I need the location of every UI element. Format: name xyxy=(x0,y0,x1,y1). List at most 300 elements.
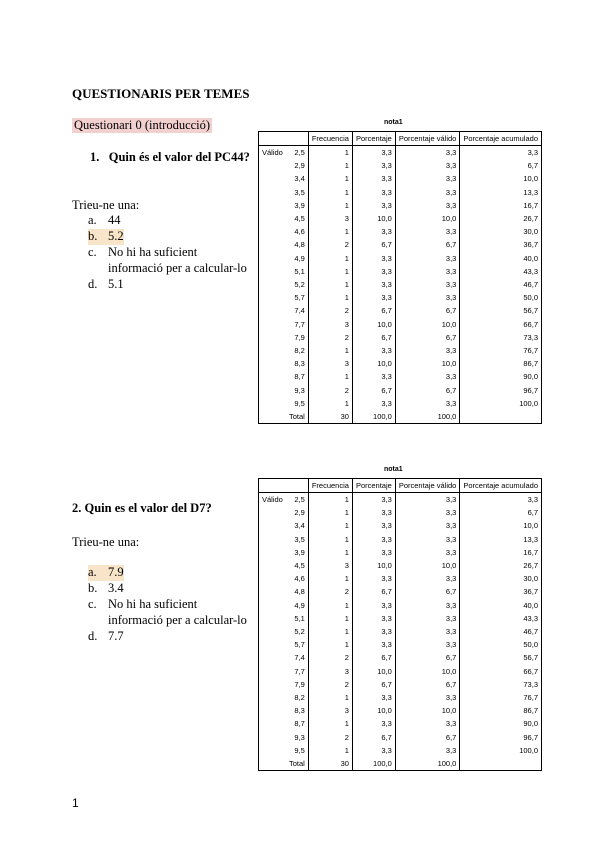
group-label xyxy=(259,678,286,691)
value-cell: 7,7 xyxy=(294,319,305,329)
group-label xyxy=(259,384,286,397)
option-text: 5.2 xyxy=(108,229,124,243)
option-text: informació per a calcular-lo xyxy=(108,261,247,275)
value-cell: 7,9 xyxy=(294,332,305,342)
group-label xyxy=(259,638,286,651)
header-porcentaje-acumulado: Porcentaje acumulado xyxy=(460,479,542,493)
table-row xyxy=(259,519,542,532)
number-cell: 86,7 xyxy=(460,704,542,717)
value-cell: 4,5 xyxy=(294,214,305,224)
option-a[interactable] xyxy=(88,565,247,581)
header-frecuencia: Frecuencia xyxy=(308,479,352,493)
number-cell: 10,0 xyxy=(352,318,395,331)
number-cell: 100,0 xyxy=(460,744,542,757)
table-row xyxy=(259,146,542,160)
number-cell: 3,3 xyxy=(352,546,395,559)
number-cell: 3,3 xyxy=(395,691,460,704)
number-cell: 3 xyxy=(308,357,352,370)
value-cell: 3,4 xyxy=(294,174,305,184)
group-label xyxy=(259,519,286,532)
table-row xyxy=(259,384,542,397)
group-label xyxy=(259,357,286,370)
value-cell: 4,5 xyxy=(294,561,305,571)
value-cell: 5,7 xyxy=(294,640,305,650)
option-text: No hi ha suficient xyxy=(108,245,198,259)
option-d[interactable] xyxy=(88,277,247,293)
number-cell: 50,0 xyxy=(460,291,542,304)
value-cell: 3,5 xyxy=(294,187,305,197)
number-cell: 3 xyxy=(308,318,352,331)
number-cell: 1 xyxy=(308,186,352,199)
number-cell: 3,3 xyxy=(395,572,460,585)
option-c-cont xyxy=(88,261,247,277)
number-cell: 1 xyxy=(308,278,352,291)
table-row xyxy=(259,533,542,546)
value-cell: 2,5 xyxy=(286,493,308,507)
number-cell: 3,3 xyxy=(460,146,542,160)
option-c[interactable] xyxy=(88,245,247,261)
table-row xyxy=(259,717,542,730)
value-cell: 4,6 xyxy=(294,574,305,584)
number-cell: 6,7 xyxy=(395,678,460,691)
option-letter: c. xyxy=(88,245,97,259)
group-label xyxy=(259,691,286,704)
number-cell: 2 xyxy=(308,384,352,397)
number-cell: 66,7 xyxy=(460,665,542,678)
number-cell: 13,3 xyxy=(460,186,542,199)
table-row xyxy=(259,625,542,638)
group-label xyxy=(259,651,286,664)
option-c[interactable] xyxy=(88,597,247,613)
group-label xyxy=(259,625,286,638)
table-row xyxy=(259,506,542,519)
number-cell: 2 xyxy=(308,585,352,598)
group-label xyxy=(259,331,286,344)
option-letter: a. xyxy=(88,565,108,581)
number-cell: 3 xyxy=(308,665,352,678)
number-cell: 1 xyxy=(308,519,352,532)
number-cell: 10,0 xyxy=(395,665,460,678)
group-label xyxy=(259,572,286,585)
group-label xyxy=(259,744,286,757)
group-label xyxy=(259,344,286,357)
question-2-options xyxy=(88,565,247,645)
table-header-row xyxy=(259,479,542,493)
number-cell: 3,3 xyxy=(395,533,460,546)
value-cell: 3,9 xyxy=(294,200,305,210)
number-cell: 1 xyxy=(308,159,352,172)
section-label: Questionari 0 (introducció) xyxy=(74,118,211,132)
number-cell: 3,3 xyxy=(352,533,395,546)
number-cell: 3,3 xyxy=(395,186,460,199)
number-cell: 3,3 xyxy=(395,744,460,757)
table-row xyxy=(259,370,542,383)
number-cell: 6,7 xyxy=(352,331,395,344)
value-cell: 4,9 xyxy=(294,253,305,263)
total-label: Total xyxy=(289,412,305,422)
value-cell: 4,8 xyxy=(294,587,305,597)
number-cell: 30,0 xyxy=(460,225,542,238)
header-porcentaje: Porcentaje xyxy=(352,479,395,493)
header-blank xyxy=(259,479,309,493)
number-cell: 3,3 xyxy=(352,159,395,172)
number-cell: 3,3 xyxy=(395,546,460,559)
question-1-text: Quin és el valor del PC44? xyxy=(108,150,250,164)
number-cell: 1 xyxy=(308,599,352,612)
number-cell: 3,3 xyxy=(395,625,460,638)
number-cell: 1 xyxy=(308,265,352,278)
number-cell: 10,0 xyxy=(460,519,542,532)
number-cell: 56,7 xyxy=(460,304,542,317)
value-cell: 8,7 xyxy=(294,719,305,729)
number-cell: 6,7 xyxy=(395,304,460,317)
value-cell: 8,2 xyxy=(294,693,305,703)
number-cell: 3,3 xyxy=(395,717,460,730)
option-text: 3.4 xyxy=(108,581,124,595)
group-label xyxy=(259,599,286,612)
number-cell: 1 xyxy=(308,744,352,757)
question-2-text: 2. Quin es el valor del D7? xyxy=(72,501,212,515)
option-text: informació per a calcular-lo xyxy=(108,613,247,627)
header-porcentaje-valido: Porcentaje válido xyxy=(395,479,460,493)
number-cell: 3 xyxy=(308,559,352,572)
number-cell: 1 xyxy=(308,546,352,559)
group-label xyxy=(259,559,286,572)
option-d[interactable] xyxy=(88,629,247,645)
number-cell: 1 xyxy=(308,612,352,625)
option-text: 7.7 xyxy=(108,629,124,643)
number-cell: 16,7 xyxy=(460,199,542,212)
page-number: 1 xyxy=(72,796,79,810)
number-cell: 3 xyxy=(308,704,352,717)
value-cell: 7,4 xyxy=(294,306,305,316)
number-cell: 10,0 xyxy=(395,212,460,225)
number-cell: 3,3 xyxy=(352,291,395,304)
number-cell: 3,3 xyxy=(352,278,395,291)
number-cell: 3,3 xyxy=(395,146,460,160)
number-cell: 3,3 xyxy=(352,572,395,585)
group-label xyxy=(259,212,286,225)
number-cell: 10,0 xyxy=(460,172,542,185)
table-row xyxy=(259,397,542,410)
option-b[interactable] xyxy=(88,229,247,245)
option-text: 5.1 xyxy=(108,277,124,291)
option-letter: b. xyxy=(88,581,98,595)
question-1-options xyxy=(88,213,247,293)
option-letter: d. xyxy=(88,629,98,643)
header-frecuencia: Frecuencia xyxy=(308,132,352,146)
number-cell: 6,7 xyxy=(395,238,460,251)
number-cell: 6,7 xyxy=(395,651,460,664)
table-row xyxy=(259,638,542,651)
group-label xyxy=(259,370,286,383)
question-1-number: 1. xyxy=(90,150,100,164)
number-cell: 3,3 xyxy=(352,493,395,507)
total-cell: 100,0 xyxy=(352,410,395,424)
group-label xyxy=(259,238,286,251)
group-label xyxy=(259,278,286,291)
total-row xyxy=(259,757,542,771)
group-label xyxy=(259,265,286,278)
table-row xyxy=(259,186,542,199)
number-cell: 1 xyxy=(308,717,352,730)
group-label xyxy=(259,506,286,519)
number-cell: 3,3 xyxy=(395,278,460,291)
option-text: No hi ha suficient xyxy=(108,597,198,611)
header-porcentaje: Porcentaje xyxy=(352,132,395,146)
number-cell: 3,3 xyxy=(460,493,542,507)
number-cell: 2 xyxy=(308,731,352,744)
table-row xyxy=(259,599,542,612)
value-cell: 7,4 xyxy=(294,653,305,663)
table-row xyxy=(259,225,542,238)
number-cell: 73,3 xyxy=(460,678,542,691)
number-cell: 73,3 xyxy=(460,331,542,344)
number-cell: 1 xyxy=(308,691,352,704)
table-row xyxy=(259,559,542,572)
number-cell: 3,3 xyxy=(352,397,395,410)
number-cell: 10,0 xyxy=(352,212,395,225)
group-label xyxy=(259,225,286,238)
group-label xyxy=(259,397,286,410)
number-cell: 6,7 xyxy=(352,384,395,397)
value-cell: 4,9 xyxy=(294,600,305,610)
table-row xyxy=(259,159,542,172)
number-cell: 3,3 xyxy=(352,691,395,704)
table-1-caption: nota1 xyxy=(384,119,403,126)
number-cell: 10,0 xyxy=(352,704,395,717)
option-c-cont xyxy=(88,613,247,629)
value-cell: 8,3 xyxy=(294,359,305,369)
group-label xyxy=(259,159,286,172)
page-title: QUESTIONARIS PER TEMES xyxy=(72,86,250,101)
number-cell: 1 xyxy=(308,146,352,160)
option-text: 44 xyxy=(108,213,121,227)
value-cell: 9,5 xyxy=(294,745,305,755)
number-cell: 3,3 xyxy=(395,599,460,612)
number-cell: 6,7 xyxy=(352,731,395,744)
question-1 xyxy=(90,150,250,165)
option-letter: b. xyxy=(88,229,108,245)
value-cell: 3,4 xyxy=(294,521,305,531)
table-row xyxy=(259,265,542,278)
number-cell: 76,7 xyxy=(460,344,542,357)
number-cell: 10,0 xyxy=(395,357,460,370)
group-label xyxy=(259,585,286,598)
number-cell: 6,7 xyxy=(395,731,460,744)
group-label xyxy=(259,731,286,744)
number-cell: 3,3 xyxy=(395,344,460,357)
option-letter: d. xyxy=(88,277,98,291)
value-cell: 5,1 xyxy=(294,266,305,276)
number-cell: 10,0 xyxy=(352,357,395,370)
number-cell: 3,3 xyxy=(352,625,395,638)
empty-cell xyxy=(460,757,542,771)
number-cell: 40,0 xyxy=(460,252,542,265)
table-row xyxy=(259,278,542,291)
number-cell: 3,3 xyxy=(395,265,460,278)
number-cell: 96,7 xyxy=(460,384,542,397)
number-cell: 10,0 xyxy=(395,559,460,572)
table-row xyxy=(259,678,542,691)
table-row xyxy=(259,612,542,625)
value-cell: 5,2 xyxy=(294,280,305,290)
number-cell: 3,3 xyxy=(352,146,395,160)
value-cell: 4,6 xyxy=(294,227,305,237)
number-cell: 3,3 xyxy=(395,172,460,185)
group-label xyxy=(259,717,286,730)
table-row xyxy=(259,291,542,304)
option-letter xyxy=(88,613,108,629)
number-cell: 50,0 xyxy=(460,638,542,651)
number-cell: 1 xyxy=(308,291,352,304)
number-cell: 10,0 xyxy=(395,318,460,331)
value-cell: 8,2 xyxy=(294,346,305,356)
number-cell: 46,7 xyxy=(460,625,542,638)
header-porcentaje-acumulado: Porcentaje acumulado xyxy=(460,132,542,146)
number-cell: 2 xyxy=(308,304,352,317)
option-letter: a. xyxy=(88,213,97,227)
number-cell: 1 xyxy=(308,344,352,357)
number-cell: 10,0 xyxy=(352,665,395,678)
number-cell: 6,7 xyxy=(460,506,542,519)
number-cell: 3,3 xyxy=(395,159,460,172)
value-cell: 9,3 xyxy=(294,732,305,742)
table-row xyxy=(259,304,542,317)
table-row xyxy=(259,744,542,757)
group-label xyxy=(259,199,286,212)
number-cell: 3,3 xyxy=(352,252,395,265)
value-cell: 9,5 xyxy=(294,398,305,408)
number-cell: 10,0 xyxy=(352,559,395,572)
number-cell: 46,7 xyxy=(460,278,542,291)
total-cell: 30 xyxy=(308,757,352,771)
table-row xyxy=(259,572,542,585)
table-row xyxy=(259,357,542,370)
option-letter xyxy=(88,261,108,277)
number-cell: 2 xyxy=(308,678,352,691)
group-label xyxy=(259,612,286,625)
group-label xyxy=(259,533,286,546)
header-blank xyxy=(259,132,309,146)
table-row xyxy=(259,665,542,678)
table-row xyxy=(259,731,542,744)
number-cell: 56,7 xyxy=(460,651,542,664)
number-cell: 26,7 xyxy=(460,212,542,225)
group-label: Válido xyxy=(259,146,286,160)
number-cell: 3,3 xyxy=(352,638,395,651)
number-cell: 2 xyxy=(308,651,352,664)
number-cell: 3,3 xyxy=(352,519,395,532)
number-cell: 3,3 xyxy=(352,265,395,278)
option-text: 7.9 xyxy=(108,565,124,579)
table-row xyxy=(259,493,542,507)
number-cell: 3,3 xyxy=(395,291,460,304)
number-cell: 3,3 xyxy=(352,717,395,730)
total-cell: 100,0 xyxy=(395,410,460,424)
number-cell: 1 xyxy=(308,572,352,585)
total-row xyxy=(259,410,542,424)
value-cell: 7,7 xyxy=(294,666,305,676)
number-cell: 6,7 xyxy=(395,331,460,344)
value-cell: 9,3 xyxy=(294,385,305,395)
number-cell: 6,7 xyxy=(352,585,395,598)
value-cell: 2,9 xyxy=(294,508,305,518)
group-label xyxy=(259,410,286,424)
number-cell: 3,3 xyxy=(352,172,395,185)
table-row xyxy=(259,691,542,704)
table-row xyxy=(259,318,542,331)
number-cell: 1 xyxy=(308,397,352,410)
group-label xyxy=(259,291,286,304)
group-label: Válido xyxy=(259,493,286,507)
table-row xyxy=(259,546,542,559)
option-a[interactable] xyxy=(88,213,247,229)
table-row xyxy=(259,704,542,717)
frequency-table-2 xyxy=(258,478,542,771)
number-cell: 43,3 xyxy=(460,612,542,625)
number-cell: 36,7 xyxy=(460,585,542,598)
frequency-table-1 xyxy=(258,131,542,424)
number-cell: 6,7 xyxy=(352,238,395,251)
number-cell: 6,7 xyxy=(352,651,395,664)
value-cell: 8,7 xyxy=(294,372,305,382)
number-cell: 3,3 xyxy=(352,186,395,199)
group-label xyxy=(259,757,286,771)
group-label xyxy=(259,665,286,678)
value-cell: 3,9 xyxy=(294,547,305,557)
number-cell: 1 xyxy=(308,638,352,651)
number-cell: 66,7 xyxy=(460,318,542,331)
total-label: Total xyxy=(289,759,305,769)
value-cell: 2,5 xyxy=(286,146,308,160)
value-cell: 3,5 xyxy=(294,534,305,544)
number-cell: 6,7 xyxy=(460,159,542,172)
number-cell: 90,0 xyxy=(460,717,542,730)
number-cell: 1 xyxy=(308,533,352,546)
number-cell: 3,3 xyxy=(395,519,460,532)
number-cell: 3,3 xyxy=(395,370,460,383)
total-cell: 100,0 xyxy=(395,757,460,771)
number-cell: 16,7 xyxy=(460,546,542,559)
number-cell: 1 xyxy=(308,493,352,507)
value-cell: 7,9 xyxy=(294,679,305,689)
table-row xyxy=(259,172,542,185)
number-cell: 96,7 xyxy=(460,731,542,744)
number-cell: 6,7 xyxy=(352,678,395,691)
number-cell: 6,7 xyxy=(352,304,395,317)
group-label xyxy=(259,704,286,717)
option-b[interactable] xyxy=(88,581,247,597)
number-cell: 26,7 xyxy=(460,559,542,572)
empty-cell xyxy=(460,410,542,424)
value-cell: 8,3 xyxy=(294,706,305,716)
group-label xyxy=(259,252,286,265)
number-cell: 1 xyxy=(308,252,352,265)
number-cell: 1 xyxy=(308,225,352,238)
number-cell: 3,3 xyxy=(352,599,395,612)
table-row xyxy=(259,331,542,344)
group-label xyxy=(259,186,286,199)
number-cell: 13,3 xyxy=(460,533,542,546)
number-cell: 3,3 xyxy=(395,638,460,651)
table-row xyxy=(259,651,542,664)
number-cell: 3,3 xyxy=(395,397,460,410)
table-row xyxy=(259,212,542,225)
number-cell: 3,3 xyxy=(352,744,395,757)
total-cell: 30 xyxy=(308,410,352,424)
number-cell: 3,3 xyxy=(352,225,395,238)
